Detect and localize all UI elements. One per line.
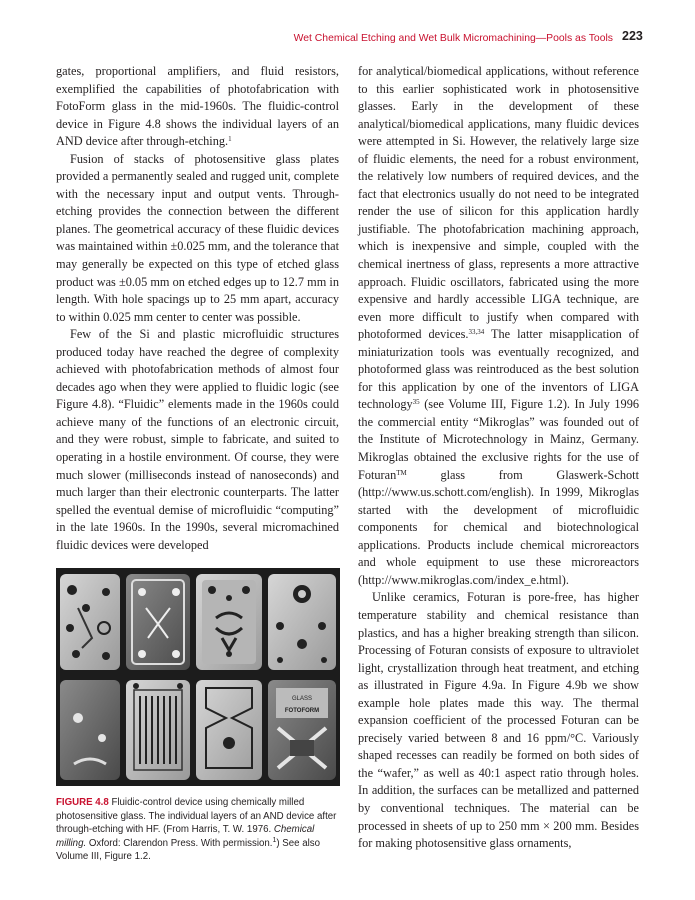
right-column — [358, 63, 639, 853]
plate-7 — [196, 680, 262, 780]
right-paragraph-2: Unlike ceramics, Foturan is pore-free, has higher temperature stability and chemical resistance than plastics, and has a higher breaking strength than silicon. Processing of Foturan consists of exposure to ultraviolet light, crystallization through heat treatment, and etching as illustrated in Figure 4.9a. In Figure 4.9b we show example hole plates made this way. The thermal expansion coefficient of the processed Foturan can be precisely varied between 8 and 16 ppm/°C. Variously shaped recesses can readily be formed on both sides of the “wafer,” as well as 40:1 aspect ratio through holes. In addition, the surfaces can be metallized and patterned by conventional techniques. The material can be processed in sheets of up to 250 mm × 200 mm. Besides for making photosensitive glass ornaments, — [358, 590, 639, 851]
left-paragraph-2: Fusion of stacks of photosensitive glass plates provided a permanently sealed and rugged unit, complete with the necessary input and output vents. Through-etching provides the connection between the different planes. The geometrical accuracy of these fluidic devices was maintained within ±0.025 mm, and the tolerance that may generally be expected on this type of etched glass product was ±0.05 mm on etched edges up to 12.7 mm in length. With hole spacings up to 25 mm apart, accuracy to within 0.025 mm center to center was possible. — [56, 151, 339, 324]
citation-ref: 1 — [228, 135, 232, 144]
plate-brand-fotoform: FOTOFORM — [284, 708, 320, 714]
right-p1-text-3: (see Volume III, Figure 1.2). In July 1996 the commercial entity “Mikroglas” was founded out of the Institute of Microtechnology in Mainz, Germany. Mikroglas obtained the exclusive rights for the use of Foturan — [358, 397, 639, 482]
caption-text-c: ) See also Volume III, Figure 1.2. — [56, 837, 320, 863]
caption-text-b: Oxford: Clarendon Press. With permission. — [86, 837, 273, 849]
page-number: 223 — [622, 29, 643, 43]
trademark-symbol: TM — [396, 468, 407, 477]
plate-3 — [196, 574, 262, 670]
right-paragraph-1 — [358, 63, 639, 589]
caption-citation-ref: 1 — [272, 836, 277, 844]
left-p1-text: gates, proportional amplifiers, and fluid resistors, exemplified the capabilities of photofabrication with FotoForm glass in the mid-1960s. The fluidic-control device in Figure 4.8 shows the individual layers of an AND device after through-etching. — [56, 64, 339, 149]
plate-4 — [268, 574, 336, 670]
left-paragraph-1 — [56, 63, 339, 151]
caption-text-a: Fluidic-control device using chemically milled photosensitive glass. The individual layers of an AND device after through-etching with HF. (From Harris, T. W. 1976. — [56, 797, 337, 836]
right-p1-text-2: The latter misapplication of miniaturization tools was eventually recognized, and photoformed glass was reintroduced as the best solution for this application by one of the inventors of LIGA technology — [358, 327, 639, 412]
citation-ref-35: 35 — [412, 398, 420, 407]
plate-brand-glass: GLASS — [291, 696, 313, 702]
citation-ref-33-34: 33,34 — [468, 328, 485, 337]
caption-book-title: Chemical milling. — [56, 824, 315, 849]
right-p1-text-1: for analytical/biomedical applications, without reference to this earlier sophisticated work in photosensitive glasses. Early in the development of these analytical/biomedical applications, many fluidic devices were attempted in Si. However, the relatively large size of fluidic elements, the need for a robust environment, the relatively low numbers of required devices, and the fact that electronics usually do not need to be integrated render the use of silicon for this application hardly justifiable. The photofabrication machining approach, which is inexpensive and simple, coupled with the chemical inertness of glass, represents a more attractive approach. Fluidic oscillators, fabricated using the more expensive and hardly accessible LIGA technique, are even more difficult to justify when compared with photoformed devices. — [358, 64, 639, 342]
left-column — [56, 63, 339, 554]
plate-5 — [60, 680, 120, 780]
plate-8 — [268, 680, 336, 780]
plate-6 — [126, 680, 190, 780]
running-title: Wet Chemical Etching and Wet Bulk Micromachining—Pools as Tools — [293, 32, 613, 44]
figure-caption — [56, 796, 342, 864]
running-head — [0, 30, 613, 46]
right-p1-text-4: glass from Glaswerk-Schott (http://www.us.schott.com/english). In 1999, Mikroglas started with the development of microfluidic components for chemical and biotechnological applications. Products include chemical microreactors and whole equipment to use these microreactors (http://www.mikroglas.com/index_e.html). — [358, 467, 639, 587]
plate-1 — [60, 574, 120, 670]
left-paragraph-3: Few of the Si and plastic microfluidic structures produced today have reached the degree of complexity achieved with photofabrication methods of almost four decades ago when they were applied to fluidic logic (see Figure 4.8). “Fluidic” elements made in the 1960s could achieve many of the functions of an electronic circuit, and they were robust, simple to fabricate, and suited to operating in a hostile environment. Of course, they were much slower (milliseconds instead of nanoseconds) and much larger than their electronic counterparts. The latter spelled the eventual demise of microfluidic “computing” in the late 1960s. In the 1990s, several micromachined fluidic devices were developed — [56, 327, 339, 552]
figure-label: FIGURE 4.8 — [56, 797, 109, 808]
plate-2 — [126, 574, 190, 670]
fluidic-device-plates-image — [56, 568, 340, 786]
figure-4-8-photo — [56, 568, 340, 786]
